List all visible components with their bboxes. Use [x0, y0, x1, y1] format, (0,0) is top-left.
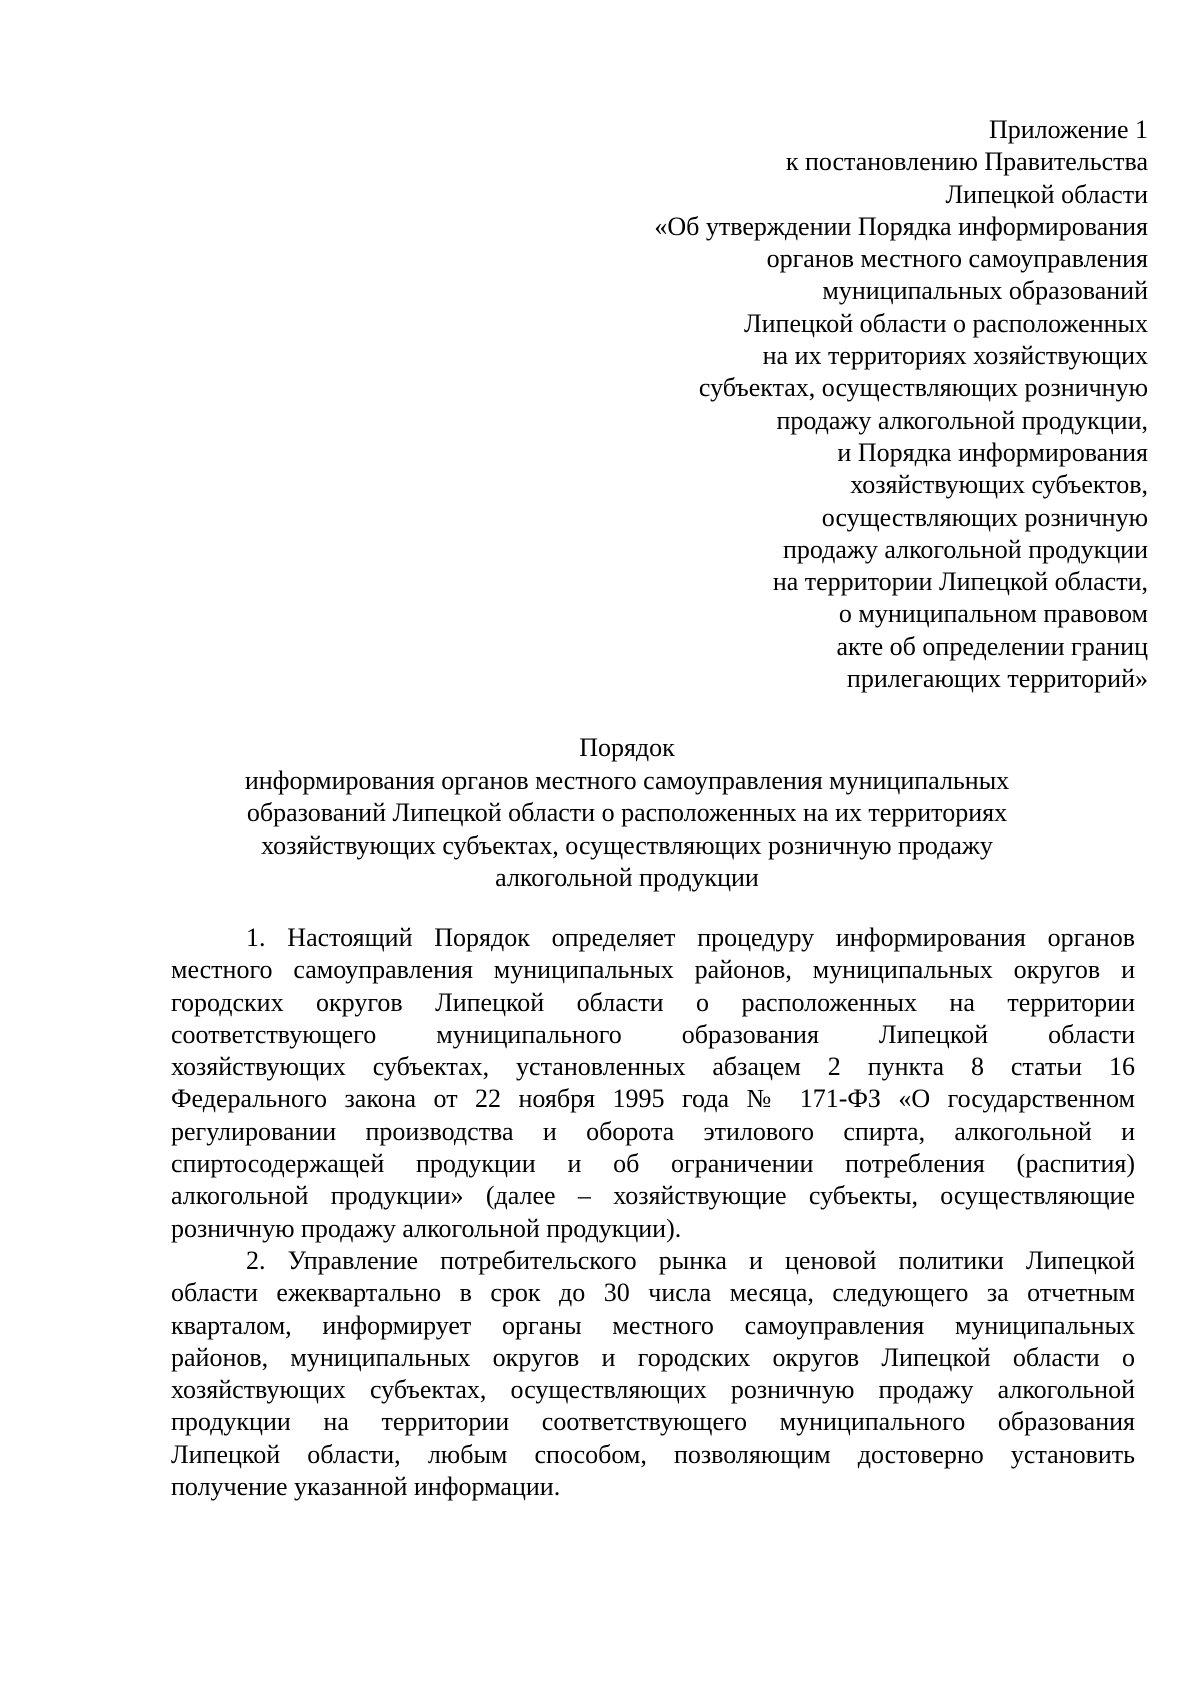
appendix-line: субъектах, осуществляющих розничную [698, 373, 1148, 403]
paragraph-line: соответствующего муниципального образования Липецкой области [171, 1019, 1135, 1049]
appendix-line: Липецкой области о расположенных [744, 308, 1148, 338]
document-subtitle-line: образований Липецкой области о расположенных на их территориях [246, 798, 1008, 827]
appendix-line: продажу алкогольной продукции [782, 534, 1148, 564]
paragraph-line: городских округов Липецкой области о расположенных на территории [171, 987, 1135, 1017]
appendix-line: к постановлению Правительства [785, 147, 1148, 177]
paragraph-line: местного самоуправления муниципальных районов, муниципальных округов и [171, 955, 1135, 985]
paragraph-line: области ежеквартально в срок до 30 числа месяца, следующего за отчетным [171, 1278, 1135, 1308]
paragraph-line: 2. Управление потребительского рынка и ценовой политики Липецкой [246, 1245, 1135, 1275]
document-title: Порядок [579, 733, 675, 762]
appendix-line: Приложение 1 [988, 115, 1148, 144]
appendix-line: на территории Липецкой области, [772, 567, 1148, 597]
paragraph-line: спиртосодержащей продукции и об ограничении потребления (распития) [171, 1149, 1135, 1179]
appendix-line: и Порядка информирования [837, 437, 1148, 467]
paragraph-line: хозяйствующих субъектах, осуществляющих розничную продажу алкогольной [171, 1375, 1135, 1405]
appendix-line: «Об утверждении Порядка информирования [654, 211, 1148, 241]
appendix-line: на их территориях хозяйствующих [762, 341, 1148, 371]
paragraph-line: кварталом, информирует органы местного самоуправления муниципальных [171, 1310, 1135, 1340]
paragraph-line: хозяйствующих субъектах, установленных абзацем 2 пункта 8 статьи 16 [171, 1052, 1135, 1082]
appendix-line: о муниципальном правовом [838, 599, 1148, 629]
appendix-line: органов местного самоуправления [766, 244, 1148, 274]
appendix-line: хозяйствующих субъектов, [850, 470, 1148, 500]
paragraph-line: Федерального закона от 22 ноября 1995 года № 171-ФЗ «О государственном [171, 1084, 1135, 1114]
paragraph-line: алкогольной продукции» (далее – хозяйствующие субъекты, осуществляющие [171, 1181, 1135, 1211]
paragraph-line: продукции на территории соответствующего муниципального образования [171, 1407, 1135, 1437]
document-subtitle-line: информирования органов местного самоуправления муниципальных [244, 765, 1010, 795]
paragraph-line: регулировании производства и оборота этилового спирта, алкогольной и [171, 1116, 1135, 1146]
document-subtitle-line: алкогольной продукции [495, 863, 759, 892]
paragraph-line: Липецкой области, любым способом, позволяющим достоверно установить [171, 1439, 1135, 1469]
appendix-line: прилегающих территорий» [846, 664, 1148, 694]
appendix-line: осуществляющих розничную [821, 502, 1148, 532]
paragraph-line: розничную продажу алкогольной продукции). [171, 1213, 682, 1243]
document-heading [172, 732, 1082, 895]
appendix-line: продажу алкогольной продукции, [776, 405, 1148, 435]
document-body [171, 922, 1135, 1503]
appendix-line: муниципальных образований [822, 276, 1148, 306]
paragraph-line: получение указанной информации. [171, 1472, 561, 1502]
paragraph-line: 1. Настоящий Порядок определяет процедуру информирования органов [246, 923, 1135, 952]
paragraph-1 [171, 922, 1135, 1245]
document-subtitle-line: хозяйствующих субъектах, осуществляющих розничную продажу [261, 830, 993, 860]
appendix-block [508, 114, 1148, 695]
appendix-line: акте об определении границ [836, 631, 1148, 661]
appendix-line: Липецкой области [945, 179, 1148, 209]
paragraph-2 [171, 1245, 1135, 1503]
paragraph-line: районов, муниципальных округов и городских округов Липецкой области о [171, 1342, 1135, 1372]
